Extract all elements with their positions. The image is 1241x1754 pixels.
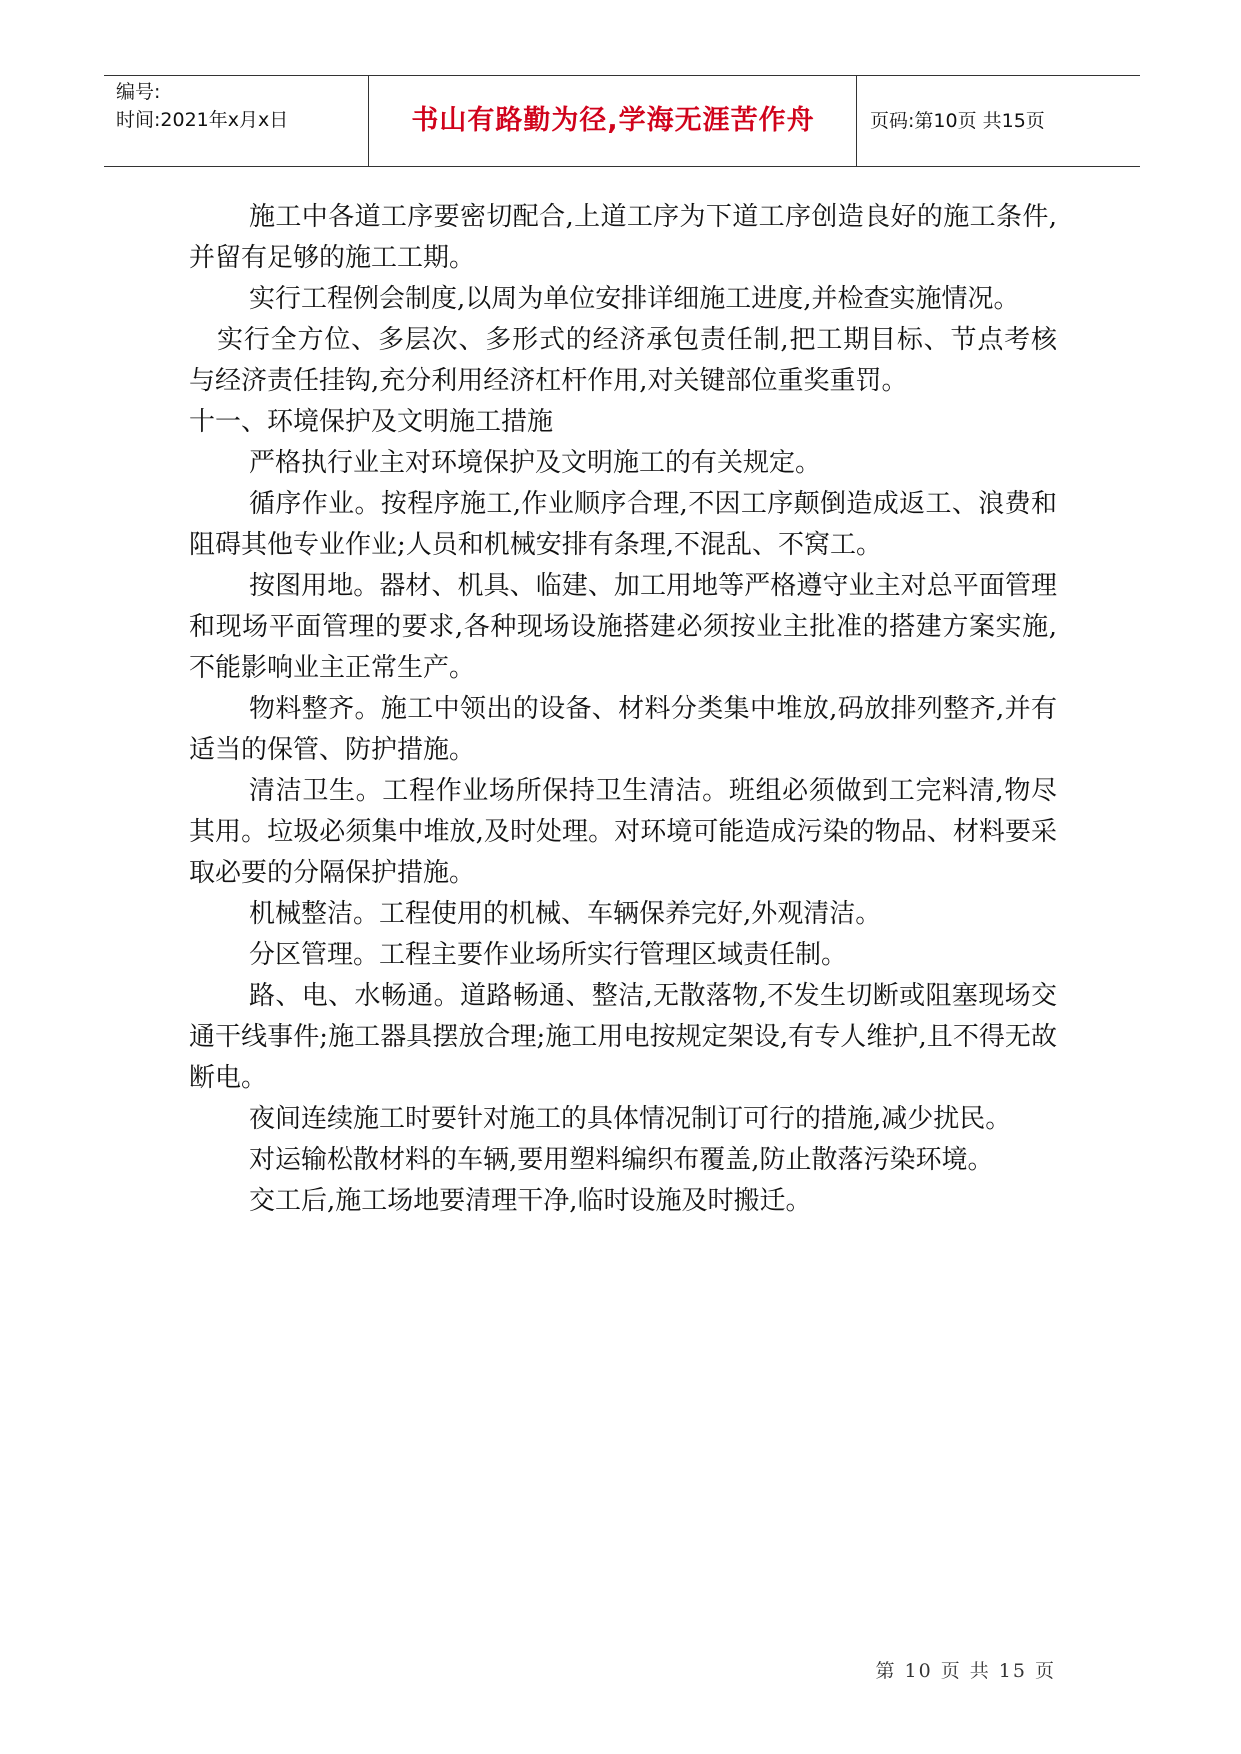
paragraph: 对运输松散材料的车辆,要用塑料编织布覆盖,防止散落污染环境。: [249, 1145, 994, 1175]
paragraph: 实行工程例会制度,以周为单位安排详细施工进度,并检查实施情况。: [249, 284, 1020, 314]
paragraph: 循序作业。按程序施工,作业顺序合理,不因工序颠倒造成返工、浪费和阻碍其他专业作业;人员和机械安排有条理,不混乱、不窝工。: [189, 489, 1057, 560]
paragraph: 物料整齐。施工中领出的设备、材料分类集中堆放,码放排列整齐,并有适当的保管、防护措施。: [189, 694, 1057, 765]
paragraph: 路、电、水畅通。道路畅通、整洁,无散落物,不发生切断或阻塞现场交通干线事件;施工器具摆放合理;施工用电按规定架设,有专人维护,且不得无故断电。: [189, 981, 1057, 1093]
paragraph: 交工后,施工场地要清理干净,临时设施及时搬迁。: [249, 1186, 812, 1216]
header-meta: [116, 78, 366, 134]
paragraph: 机械整洁。工程使用的机械、车辆保养完好,外观清洁。: [249, 899, 882, 929]
serial-label: 编号:: [116, 81, 161, 103]
paragraph: 分区管理。工程主要作业场所实行管理区域责任制。: [249, 940, 848, 970]
paragraph: 实行全方位、多层次、多形式的经济承包责任制,把工期目标、节点考核与经济责任挂钩,充分利用经济杠杆作用,对关键部位重奖重罚。: [189, 325, 1057, 396]
header-divider: [856, 76, 857, 166]
paragraph: 按图用地。器材、机具、临建、加工用地等严格遵守业主对总平面管理和现场平面管理的要求,各种现场设施搭建必须按业主批准的搭建方案实施,不能影响业主正常生产。: [189, 571, 1057, 683]
header-page-number: 页码:第10页 共15页: [870, 110, 1045, 132]
section-heading: 十一、环境保护及文明施工措施: [189, 407, 554, 437]
paragraph: 清洁卫生。工程作业场所保持卫生清洁。班组必须做到工完料清,物尽其用。垃圾必须集中堆放,及时处理。对环境可能造成污染的物品、材料要采取必要的分隔保护措施。: [189, 776, 1057, 888]
footer-page-number: 第 10 页 共 15 页: [875, 1660, 1056, 1682]
time-label: 时间:2021年x月x日: [116, 109, 289, 131]
page-header: [104, 75, 1140, 167]
header-divider: [368, 76, 369, 166]
document-body: [189, 197, 1057, 1222]
paragraph: 施工中各道工序要密切配合,上道工序为下道工序创造良好的施工条件,并留有足够的施工工期。: [189, 202, 1057, 273]
paragraph: 夜间连续施工时要针对施工的具体情况制订可行的措施,减少扰民。: [249, 1104, 1012, 1134]
header-motto: 书山有路勤为径,学海无涯苦作舟: [411, 105, 815, 136]
paragraph: 严格执行业主对环境保护及文明施工的有关规定。: [249, 448, 822, 478]
